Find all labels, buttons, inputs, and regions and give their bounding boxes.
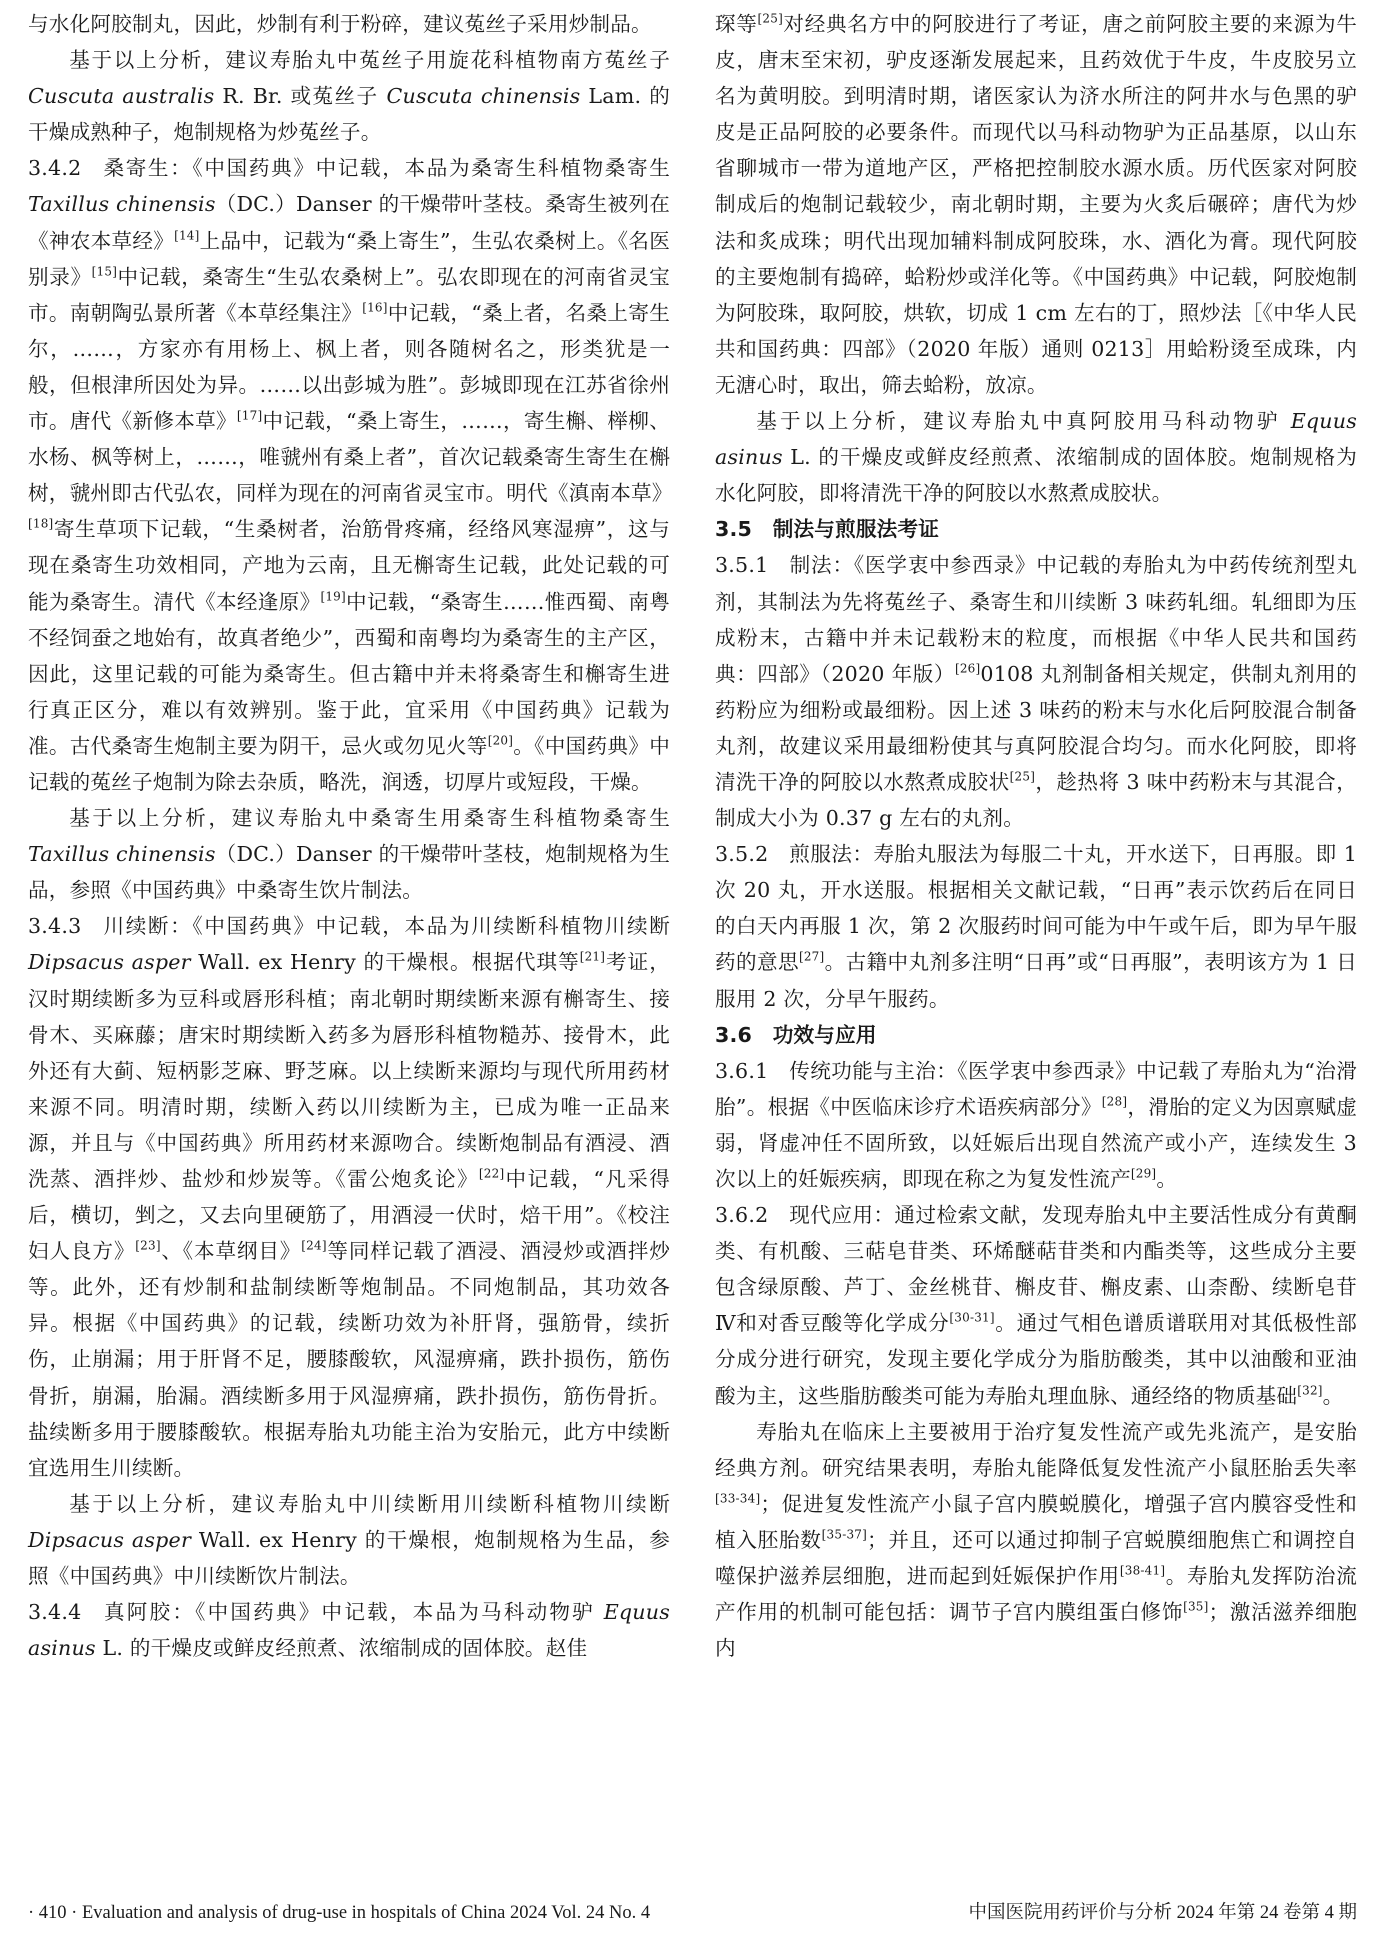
subsection-3-4-4: 3.4.4 真阿胶：《中国药典》中记载，本品为马科动物驴 Equus asinus L. 的干燥皮或鲜皮经煎煮、浓缩制成的固体胶。赵佳 — [28, 1600, 670, 1661]
citation: [21] — [579, 950, 606, 965]
citation: [32] — [1297, 1383, 1323, 1398]
subsection-3-5-2: 3.5.2 煎服法：寿胎丸服法为每服二十丸，开水送下，日再服。即 1 次 20 丸，开水送服。根据相关文献记载，“日再”表示饮药后在同日的白天内再服 1 次，第 2 次服药时间可能为中午或午后，即为早午服药的意思[27]。古籍中丸剂多注明“日再”或“日再服”，表明该方为 1 日服用 2 次，分早午服药。 — [715, 842, 1357, 1011]
subsection-3-4-2: 3.4.2 桑寄生：《中国药典》中记载，本品为桑寄生科植物桑寄生 Taxillus chinensis（DC.）Danser 的干燥带叶茎枝。桑寄生被列在《神农本草经》[14]上品中，记载为“桑上寄生”，生弘农桑树上。《名医别录》[15]中记载，桑寄生“生弘农桑树上”。弘农即现在的河南省灵宝市。南朝陶弘景所著《本草经集注》[16]中记载，“桑上者，名桑上寄生尔，……，方家亦有用杨上、枫上者，则各随树名之，形类犹是一般，但根津所因处为异。……以出彭城为胜”。彭城即现在江苏省徐州市。唐代《新修本草》[17]中记载，“桑上寄生，……，寄生槲、榉柳、水杨、枫等树上，……，唯虢州有桑上者”，首次记载桑寄生寄生在槲树，虢州即古代弘农，同样为现在的河南省灵宝市。明代《滇南本草》[18]寄生草项下记载，“生桑树者，治筋骨疼痛，经络风寒湿痹”，这与现在桑寄生功效相同，产地为云南，且无槲寄生记载，此处记载的可能为桑寄生。清代《本经逢原》[19]中记载，“桑寄生……惟西蜀、南粤不经饲蚕之地始有，故真者绝少”，西蜀和南粤均为桑寄生的主产区，因此，这里记载的可能为桑寄生。但古籍中并未将桑寄生和槲寄生进行真正区分，难以有效辨别。鉴于此，宜采用《中国药典》记载为准。古代桑寄生炮制主要为阴干，忌火或勿见火等[20]。《中国药典》中记载的菟丝子炮制为除去杂质，略洗，润透，切厚片或短段，干燥。 — [28, 156, 673, 794]
citation: [38-41] — [1119, 1563, 1166, 1578]
citation: [24] — [301, 1238, 327, 1253]
paragraph: 寿胎丸在临床上主要被用于治疗复发性流产或先兆流产，是安胎经典方剂。研究结果表明，寿胎丸能降低复发性流产小鼠胚胎丢失率[33-34]；促进复发性流产小鼠子宫内膜蜕膜化，增强子宫内膜容受性和植入胚胎数[35-37]；并且，还可以通过抑制子宫蜕膜细胞焦亡和调控自噬保护滋养层细胞，进而起到妊娠保护作用[38-41]。寿胎丸发挥防治流产作用的机制可能包括：调节子宫内膜组蛋白修饰[35]；激活滋养细胞内 — [715, 1419, 1357, 1661]
citation: [28] — [1101, 1094, 1128, 1109]
paragraph: 基于以上分析，建议寿胎丸中菟丝子用旋花科植物南方菟丝子 Cuscuta australis R. Br. 或菟丝子 Cuscuta chinensis Lam. 的干燥成熟种子，炮制规格为炒菟丝子。 — [28, 48, 670, 145]
citation: [35-37] — [821, 1527, 867, 1542]
citation: [15] — [91, 264, 118, 279]
section-heading-3-5: 3.5 制法与煎服法考证 — [715, 517, 940, 542]
citation: [23] — [135, 1238, 161, 1253]
citation: [25] — [1009, 769, 1036, 784]
citation: [22] — [478, 1166, 505, 1181]
paragraph: 基于以上分析，建议寿胎丸中川续断用川续断科植物川续断 Dipsacus asper Wall. ex Henry 的干燥根，炮制规格为生品，参照《中国药典》中川续断饮片制法。 — [28, 1491, 670, 1589]
page-footer — [28, 1898, 1357, 1928]
citation: [14] — [174, 228, 200, 243]
right-column — [715, 6, 1357, 1666]
citation: [30-31] — [949, 1310, 995, 1325]
citation: [25] — [757, 11, 783, 26]
subsection-3-6-2: 3.6.2 现代应用：通过检索文献，发现寿胎丸中主要活性成分有黄酮类、有机酸、三萜皂苷类、环烯醚萜苷类和内酯类等，这些成分主要包含绿原酸、芦丁、金丝桃苷、槲皮苷、槲皮素、山柰酚、续断皂苷Ⅳ和对香豆酸等化学成分[30-31]。通过气相色谱质谱联用对其低极性部分成分进行研究，发现主要化学成分为脂肪酸类，其中以油酸和亚油酸为主，这些脂肪酸类可能为寿胎丸理血脉、通经络的物质基础[32]。 — [715, 1203, 1357, 1408]
citation: [20] — [487, 733, 514, 748]
paragraph: 基于以上分析，建议寿胎丸中真阿胶用马科动物驴 Equus asinus L. 的干燥皮或鲜皮经煎煮、浓缩制成的固体胶。炮制规格为水化阿胶，即将清洗干净的阿胶以水熬煮成胶状。 — [715, 409, 1357, 506]
paragraph: 基于以上分析，建议寿胎丸中桑寄生用桑寄生科植物桑寄生 Taxillus chinensis（DC.）Danser 的干燥带叶茎枝，炮制规格为生品，参照《中国药典》中桑寄生饮片制法。 — [28, 806, 670, 903]
paragraph: 与水化阿胶制丸，因此，炒制有利于粉碎，建议菟丝子采用炒制品。 — [28, 12, 652, 36]
footer-journal-chinese: 中国医院用药评价与分析 2024 年第 24 卷第 4 期 — [968, 1903, 1357, 1923]
subsection-3-5-1: 3.5.1 制法：《医学衷中参西录》中记载的寿胎丸为中药传统剂型丸剂，其制法为先将菟丝子、桑寄生和川续断 3 味药轧细。轧细即为压成粉末，古籍中并未记载粉末的粒度，而根据《中华人民共和国药典：四部》（2020 年版）[26]0108 丸剂制备相关规定，供制丸剂用的药粉应为细粉或最细粉。因上述 3 味药的粉末与水化后阿胶混合制备丸剂，故建议采用最细粉使其与真阿胶混合均匀。而水化阿胶，即将清洗干净的阿胶以水熬煮成胶状[25]，趁热将 3 味中药粉末与其混合，制成大小为 0.37 g 左右的丸剂。 — [715, 553, 1358, 831]
citation: [16] — [362, 300, 388, 315]
citation: [35] — [1183, 1599, 1209, 1614]
subsection-3-6-1: 3.6.1 传统功能与主治：《医学衷中参西录》中记载了寿胎丸为“治滑胎”。根据《中医临床诊疗术语疾病部分》[28]，滑胎的定义为因禀赋虚弱，肾虚冲任不固所致，以妊娠后出现自然流产或小产，连续发生 3 次以上的妊娠疾病，即现在称之为复发性流产[29]。 — [715, 1058, 1357, 1191]
subsection-3-4-3: 3.4.3 川续断：《中国药典》中记载，本品为川续断科植物川续断 Dipsacus asper Wall. ex Henry 的干燥根。根据代琪等[21]考证，汉时期续断多为豆科或唇形科植；南北朝时期续断来源有槲寄生、接骨木、买麻藤；唐宋时期续断入药多为唇形科植物糙苏、接骨木，此外还有大蓟、短柄影芝麻、野芝麻。以上续断来源均与现代所用药材来源不同。明清时期，续断入药以川续断为主，已成为唯一正品来源，并且与《中国药典》所用药材来源吻合。续断炮制品有酒浸、酒洗蒸、酒拌炒、盐炒和炒炭等。《雷公炮炙论》[22]中记载，“凡采得后，横切，剉之，又去向里硬筋了，用酒浸一伏时，焙干用”。《校注妇人良方》[23]、《本草纲目》[24]等同样记载了酒浸、酒浸炒或酒拌炒等。此外，还有炒制和盐制续断等炮制品。不同炮制品，其功效各异。根据《中国药典》的记载，续断功效为补肝肾，强筋骨，续折伤，止崩漏；用于肝肾不足，腰膝酸软，风湿痹痛，跌扑损伤，筋伤骨折，崩漏，胎漏。酒续断多用于风湿痹痛，跌扑损伤，筋伤骨折。盐续断多用于腰膝酸软。根据寿胎丸功能主治为安胎元，此方中续断宜选用生川续断。 — [28, 914, 671, 1480]
left-column — [28, 6, 673, 1666]
citation: [33-34] — [715, 1491, 761, 1506]
paragraph: 琛等[25]对经典名方中的阿胶进行了考证，唐之前阿胶主要的来源为牛皮，唐末至宋初，驴皮逐渐发展起来，且药效优于牛皮，牛皮胶另立名为黄明胶。到明清时期，诸医家认为济水所注的阿井水与色黑的驴皮是正品阿胶的必要条件。而现代以马科动物驴为正品基原，以山东省聊城市一带为道地产区，严格把控制胶水源水质。历代医家对阿胶制成后的炮制记载较少，南北朝时期，主要为火炙后碾碎；唐代为炒法和炙成珠；明代出现加辅料制成阿胶珠，水、酒化为膏。现代阿胶的主要炮制有捣碎，蛤粉炒或洋化等。《中国药典》中记载，阿胶炮制为阿胶珠，取阿胶，烘软，切成 1 cm 左右的丁，照炒法［《中华人民共和国药典：四部》（2020 年版）通则 0213］用蛤粉烫至成珠，内无溏心时，取出，筛去蛤粉，放凉。 — [715, 11, 1357, 397]
citation: [18] — [28, 516, 54, 531]
citation: [19] — [320, 589, 346, 604]
citation: [27] — [798, 950, 825, 965]
footer-journal-english: · 410 · Evaluation and analysis of drug-use in hospitals of China 2024 Vol. 24 No. 4 — [28, 1903, 651, 1923]
citation: [17] — [236, 408, 263, 423]
section-heading-3-6: 3.6 功效与应用 — [715, 1022, 877, 1047]
citation: [26] — [954, 661, 981, 676]
citation: [29] — [1130, 1166, 1157, 1181]
